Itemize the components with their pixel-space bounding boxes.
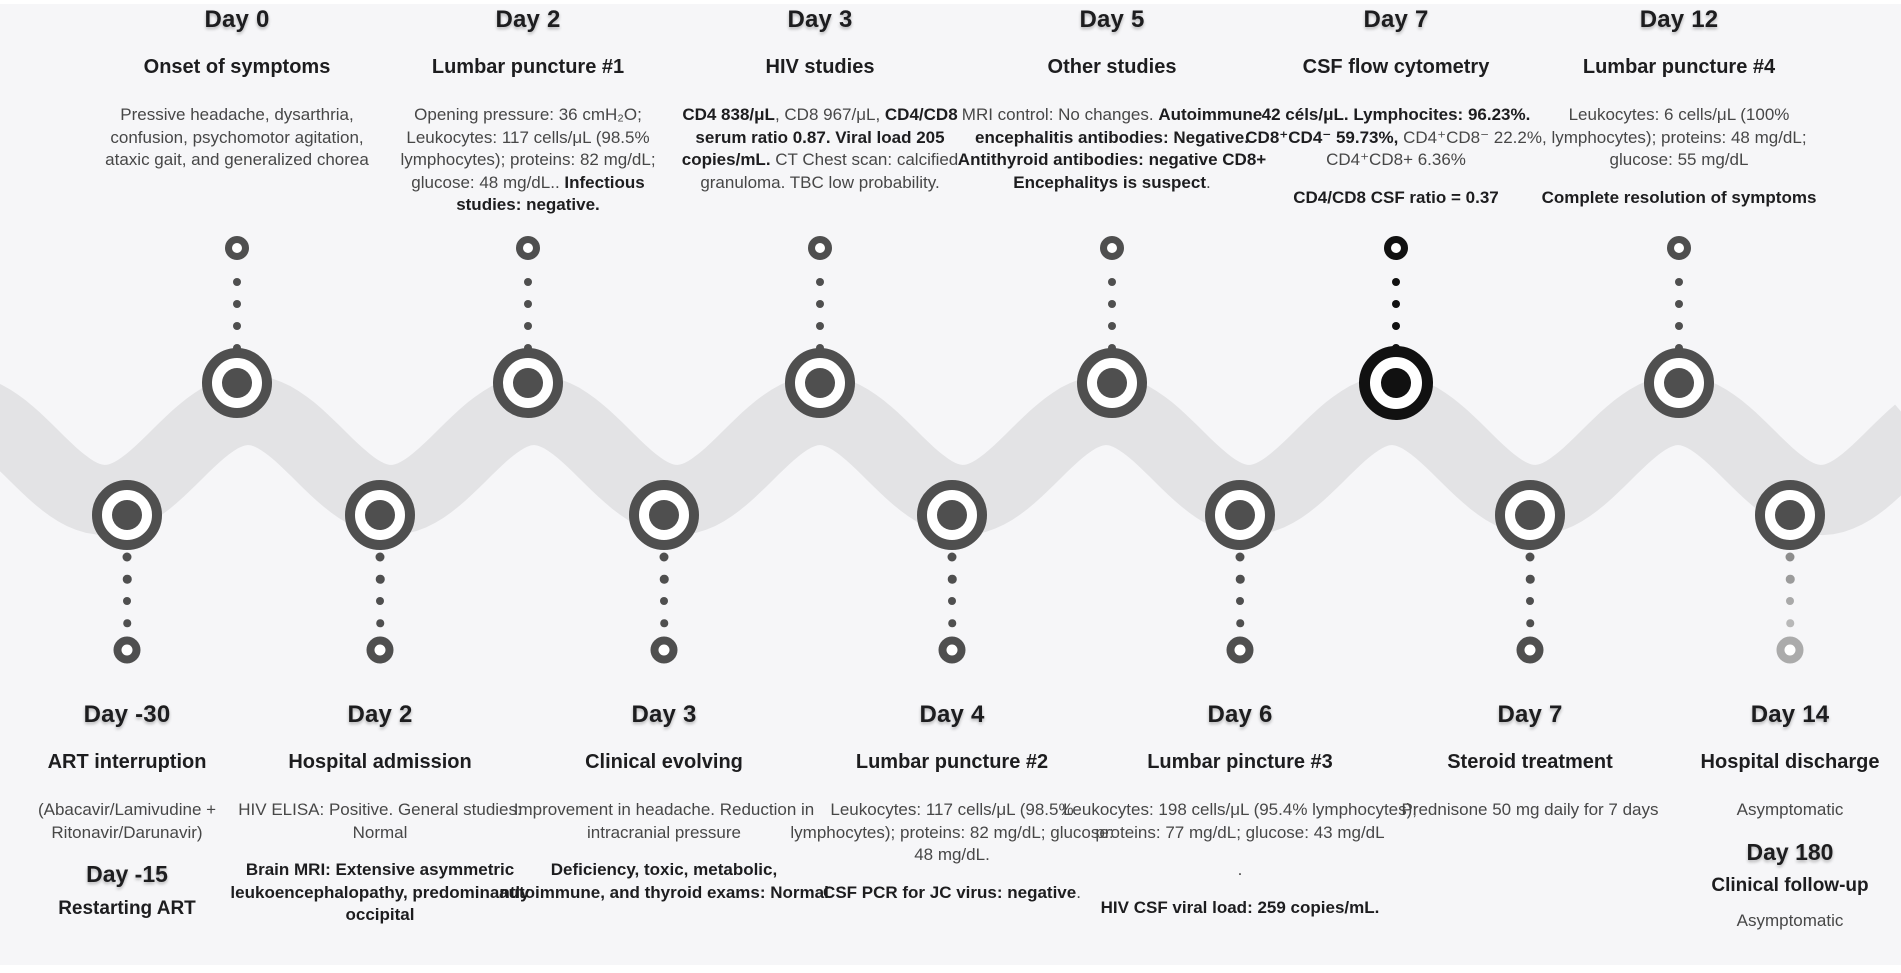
event-day-label: Day 3	[787, 6, 853, 33]
chain-dot-icon	[524, 322, 532, 330]
event-description	[1523, 104, 1835, 209]
event-paragraph	[499, 799, 829, 844]
marker-core-icon	[365, 500, 395, 530]
chain-dot-icon	[1675, 278, 1683, 286]
event-day-label: Day 2	[347, 701, 413, 728]
text-segment: Leukocytes: 117 cells/μL (98.5% lymphocytes); proteins: 82 mg/dL; glucose: 48 mg/dL.	[790, 800, 1114, 865]
chain-end-ring-icon	[367, 637, 394, 664]
event-paragraph	[230, 859, 530, 927]
chain-dot-icon	[660, 575, 669, 584]
event-title: Lumbar puncture #1	[431, 56, 625, 78]
chain-end-ring-icon	[114, 637, 141, 664]
event-paragraph	[0, 799, 256, 844]
event-paragraph	[92, 104, 382, 172]
timeline-node-marker-icon	[1495, 480, 1565, 550]
chain-dot-icon	[1526, 575, 1535, 584]
chain-dot-icon	[1675, 322, 1683, 330]
marker-core-icon	[1515, 500, 1545, 530]
marker-core-icon	[222, 368, 252, 398]
chain-dot-icon	[1526, 553, 1535, 562]
chain-dot-icon	[1108, 322, 1116, 330]
timeline-node-marker-icon	[1077, 348, 1147, 418]
event-description	[92, 104, 382, 172]
chain-dot-icon	[1108, 278, 1116, 286]
chain-end-ring-icon	[651, 637, 678, 664]
event-description	[499, 799, 829, 904]
text-segment: Day 180	[1746, 838, 1834, 865]
chain-start-ring-icon	[1100, 236, 1124, 260]
chain-start-ring-icon	[225, 236, 249, 260]
chain-dot-icon	[1786, 597, 1794, 605]
event-day-label: Day 7	[1497, 701, 1563, 728]
event-description	[230, 799, 530, 927]
text-segment: Autoimmune encephalitis antibodies: Negative. Antithyroid antibodies: negative CD8+ Encephalitys is suspect	[957, 105, 1267, 192]
event-day-label: Day 0	[204, 6, 270, 33]
text-segment: MRI control: No changes.	[961, 105, 1159, 124]
timeline-event-bottom-2	[499, 701, 829, 919]
event-title: Clinical evolving	[585, 751, 743, 773]
text-segment: CD4 838/μL	[682, 105, 775, 124]
text-segment: CT Chest scan: calcified granuloma. TBC low probability.	[700, 150, 959, 192]
event-paragraph	[1062, 897, 1418, 920]
chain-dot-icon	[948, 619, 956, 627]
text-segment: CD4/CD8 CSF ratio = 0.37	[1293, 187, 1499, 207]
timeline-node-marker-icon	[785, 348, 855, 418]
chain-dot-icon	[660, 553, 669, 562]
timeline-event-bottom-5	[1365, 701, 1695, 837]
chain-end-ring-icon	[1777, 637, 1804, 664]
chain-dot-icon	[816, 322, 824, 330]
event-paragraph	[0, 859, 256, 890]
chain-dot-icon	[123, 597, 131, 605]
event-title: ART interruption	[47, 751, 207, 773]
event-paragraph	[947, 104, 1277, 194]
text-segment: .	[1076, 882, 1081, 902]
event-title: Steroid treatment	[1447, 751, 1613, 773]
page-margin-bottom	[0, 965, 1901, 973]
marker-core-icon	[112, 500, 142, 530]
chain-dot-icon	[123, 619, 131, 627]
timeline-event-bottom-6	[1674, 701, 1901, 948]
chain-dot-icon	[376, 553, 385, 562]
timeline-node-marker-icon	[1205, 480, 1275, 550]
text-segment: Asymptomatic	[1736, 800, 1844, 819]
timeline-node-marker-icon	[1755, 480, 1825, 550]
page-margin-top	[0, 0, 1901, 4]
event-paragraph	[1244, 187, 1548, 210]
text-segment: Restarting ART	[58, 897, 196, 919]
text-segment: CSF PCR for JC virus: negative	[823, 882, 1077, 902]
text-segment: HIV ELISA: Positive. General studies: Normal	[238, 800, 522, 842]
timeline-node-marker-icon	[92, 480, 162, 550]
event-title: Hospital admission	[288, 751, 472, 773]
event-description	[1674, 799, 1901, 933]
chain-dot-icon	[1526, 619, 1534, 627]
chain-dot-icon	[376, 575, 385, 584]
timeline-node-marker-icon	[493, 348, 563, 418]
chain-dot-icon	[948, 553, 957, 562]
chain-dot-icon	[1675, 300, 1683, 308]
chain-dot-icon	[1236, 575, 1245, 584]
chain-dot-icon	[816, 278, 824, 286]
chain-dot-icon	[816, 300, 824, 308]
timeline-event-top-1	[378, 6, 678, 232]
text-segment: , CD8 967/μL,	[774, 105, 885, 124]
event-paragraph	[1523, 187, 1835, 210]
text-segment: Deficiency, toxic, metabolic, autoimmune, and thyroid exams: Normal	[499, 860, 829, 902]
chain-dot-icon	[233, 300, 241, 308]
chain-dot-icon	[123, 553, 132, 562]
chain-dot-icon	[1392, 278, 1400, 286]
event-day-label: Day 5	[1079, 6, 1145, 33]
text-segment: Opening pressure: 36 cmH₂O; Leukocytes: 117 cells/μL (98.5% lymphocytes); proteins: 82 mg/dL; glucose: 48 mg/dL..	[400, 105, 656, 192]
timeline-node-marker-icon	[629, 480, 699, 550]
chain-dot-icon	[1108, 300, 1116, 308]
text-segment: .	[1237, 860, 1243, 880]
timeline-event-top-5	[1523, 6, 1835, 224]
chain-dot-icon	[1786, 553, 1795, 562]
marker-core-icon	[1775, 500, 1805, 530]
event-paragraph	[378, 104, 678, 217]
event-paragraph	[1674, 873, 1901, 898]
marker-core-icon	[1664, 368, 1694, 398]
marker-core-icon	[649, 500, 679, 530]
text-segment: Prednisone 50 mg daily for 7 days	[1401, 800, 1659, 819]
chain-dot-icon	[948, 597, 956, 605]
event-day-label: Day 12	[1639, 6, 1719, 33]
chain-dot-icon	[660, 619, 668, 627]
text-segment: Day -15	[86, 861, 168, 888]
chain-dot-icon	[233, 278, 241, 286]
text-segment: Leukocytes: 6 cells/μL (100% lymphocytes); proteins: 48 mg/dL; glucose: 55 mg/dL	[1551, 105, 1807, 170]
text-segment: Pressive headache, dysarthria, confusion, psychomotor agitation, ataxic gait, and generalized chorea	[105, 105, 369, 170]
event-description	[664, 104, 976, 194]
event-paragraph	[499, 859, 829, 904]
text-segment: CD4⁺CD8⁻ 22.2%, CD4⁺CD8+ 6.36%	[1326, 127, 1547, 170]
chain-dot-icon	[1236, 619, 1244, 627]
chain-dot-icon	[948, 575, 957, 584]
text-segment: Improvement in headache. Reduction in intracranial pressure	[513, 800, 815, 842]
chain-dot-icon	[1392, 322, 1400, 330]
timeline-node-marker-icon	[202, 348, 272, 418]
event-title: HIV studies	[765, 56, 875, 78]
text-segment: .	[1206, 172, 1211, 192]
event-paragraph	[230, 799, 530, 844]
event-description	[1244, 104, 1548, 209]
event-description	[0, 799, 256, 921]
chain-dot-icon	[1236, 597, 1244, 605]
timeline-node-marker-icon	[1359, 346, 1433, 420]
chain-dot-icon	[660, 597, 668, 605]
chain-start-ring-icon	[1667, 236, 1691, 260]
event-paragraph	[1365, 799, 1695, 822]
event-day-label: Day 2	[495, 6, 561, 33]
text-segment: Brain MRI: Extensive asymmetric leukoencephalopathy, predominantly occipital	[230, 860, 530, 925]
event-description	[1365, 799, 1695, 822]
text-segment: Leukocytes: 198 cells/μL (95.4% lymphocytes); proteins: 77 mg/dL; glucose: 43 mg/dL	[1062, 800, 1418, 842]
timeline-event-top-0	[92, 6, 382, 187]
event-day-label: Day 7	[1363, 6, 1429, 33]
timeline-event-top-2	[664, 6, 976, 209]
text-segment: HIV CSF viral load: 259 copies/mL.	[1100, 897, 1380, 917]
marker-core-icon	[1381, 368, 1411, 398]
event-title: Other studies	[1047, 56, 1177, 78]
event-day-label: Day 14	[1750, 701, 1830, 728]
event-paragraph	[0, 896, 256, 921]
chain-dot-icon	[233, 322, 241, 330]
timeline-node-marker-icon	[1644, 348, 1714, 418]
timeline-event-bottom-0	[0, 701, 256, 933]
event-description	[378, 104, 678, 217]
timeline-node-marker-icon	[917, 480, 987, 550]
timeline-event-top-4	[1244, 6, 1548, 224]
chain-end-ring-icon	[1227, 637, 1254, 664]
event-title: Lumbar puncture #2	[855, 751, 1049, 773]
chain-dot-icon	[524, 278, 532, 286]
chain-dot-icon	[376, 619, 384, 627]
event-paragraph	[1523, 104, 1835, 172]
event-paragraph	[1674, 837, 1901, 868]
chain-end-ring-icon	[1517, 637, 1544, 664]
event-title: Hospital discharge	[1700, 751, 1880, 773]
text-segment: Clinical follow-up	[1711, 875, 1869, 897]
event-title: Lumbar puncture #4	[1582, 56, 1776, 78]
event-title: Lumbar pincture #3	[1147, 751, 1333, 773]
text-segment: Infectious studies: negative.	[456, 172, 645, 215]
event-day-label: Day -30	[83, 701, 171, 728]
chain-dot-icon	[1786, 619, 1794, 627]
chain-start-ring-icon	[1384, 236, 1408, 260]
chain-dot-icon	[1786, 575, 1795, 584]
event-day-label: Day 3	[631, 701, 697, 728]
text-segment: (Abacavir/Lamivudine + Ritonavir/Darunavir)	[37, 800, 217, 842]
timeline-event-bottom-1	[230, 701, 530, 942]
text-segment: Asymptomatic	[1736, 911, 1844, 931]
text-segment: Complete resolution of symptoms	[1541, 187, 1817, 207]
chain-dot-icon	[524, 300, 532, 308]
marker-core-icon	[1097, 368, 1127, 398]
event-title: Onset of symptoms	[143, 56, 331, 78]
chain-start-ring-icon	[516, 236, 540, 260]
chain-dot-icon	[1526, 597, 1534, 605]
event-day-label: Day 6	[1207, 701, 1273, 728]
chain-dot-icon	[376, 597, 384, 605]
timeline-node-marker-icon	[345, 480, 415, 550]
event-description	[947, 104, 1277, 194]
timeline-event-top-3	[947, 6, 1277, 209]
text-segment: 42 céls/μL. Lymphocites: 96.23%. CD8⁺CD4⁻ 59.73%,	[1245, 105, 1531, 147]
marker-core-icon	[513, 368, 543, 398]
text-segment: CD4/CD8 serum ratio 0.87. Viral load 205 copies/mL.	[681, 105, 958, 170]
chain-start-ring-icon	[808, 236, 832, 260]
event-paragraph	[1062, 859, 1418, 882]
event-paragraph	[1674, 799, 1901, 822]
chain-dot-icon	[1236, 553, 1245, 562]
marker-core-icon	[805, 368, 835, 398]
chain-dot-icon	[123, 575, 132, 584]
event-title: CSF flow cytometry	[1302, 56, 1490, 78]
chain-dot-icon	[1392, 300, 1400, 308]
marker-core-icon	[937, 500, 967, 530]
event-paragraph	[1244, 104, 1548, 172]
event-paragraph	[664, 104, 976, 194]
event-paragraph	[1674, 910, 1901, 933]
marker-core-icon	[1225, 500, 1255, 530]
chain-end-ring-icon	[939, 637, 966, 664]
event-day-label: Day 4	[919, 701, 985, 728]
